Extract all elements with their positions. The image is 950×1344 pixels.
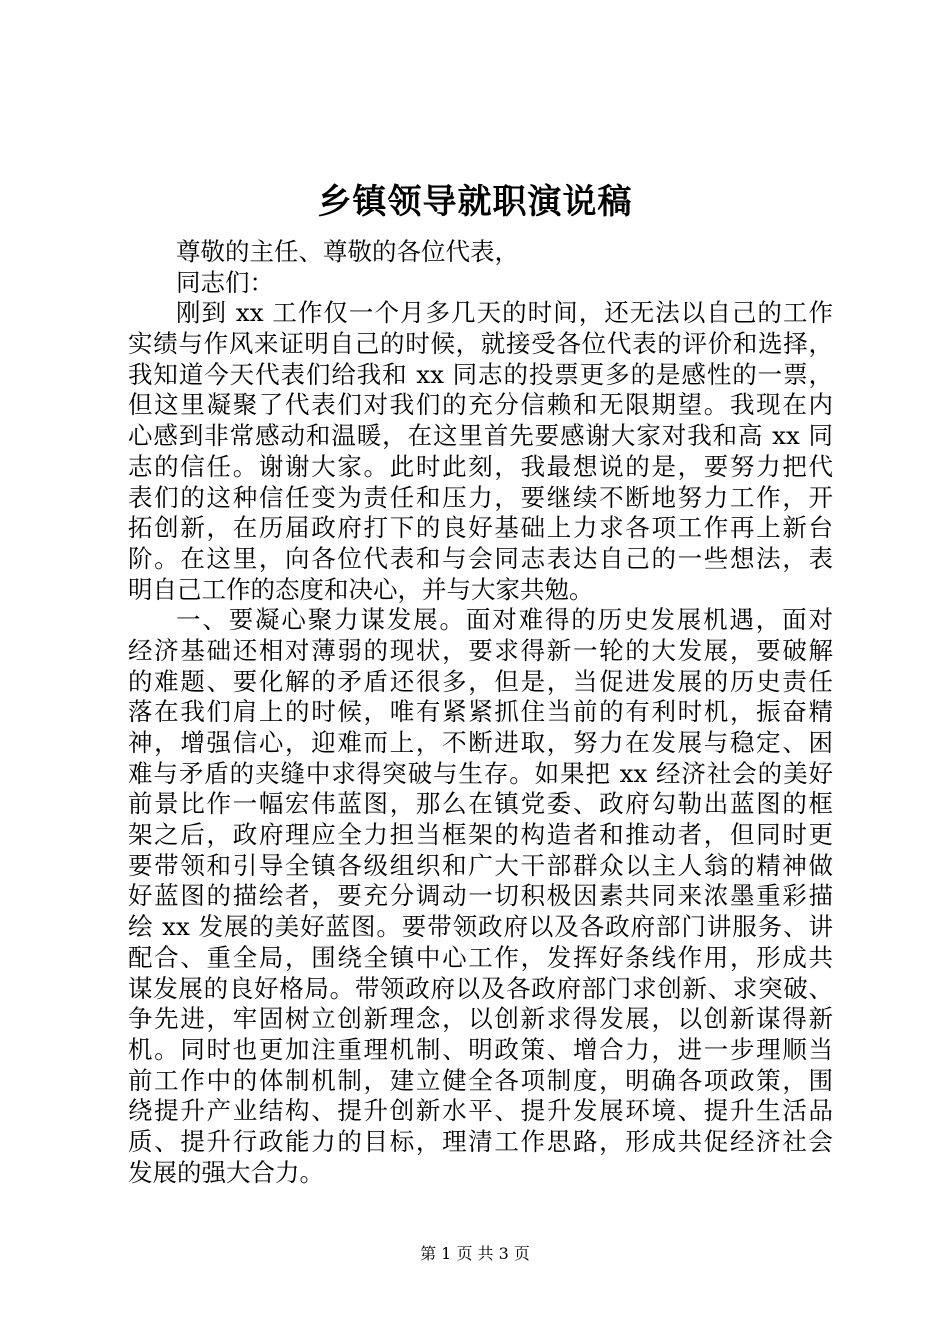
body-line: 拓创新，在历届政府打下的良好基础上力求各项工作再上新台 [128,513,833,543]
body-line: 经济基础还相对薄弱的现状，要求得新一轮的大发展，要破解 [128,635,833,665]
body-line: 明自己工作的态度和决心，并与大家共勉。 [128,574,594,604]
body-line: 架之后，政府理应全力担当框架的构造者和推动者，但同时更 [128,820,833,850]
body-line: 配合、重全局，围绕全镇中心工作，发挥好条线作用，形成共 [128,942,833,972]
body-line: 质、提升行政能力的目标，理清工作思路，形成共促经济社会 [128,1126,833,1156]
body-line: 我知道今天代表们给我和 xx 同志的投票更多的是感性的一票， [128,359,833,389]
body-line: 难与矛盾的夹缝中求得突破与生存。如果把 xx 经济社会的美好 [128,758,833,788]
body-line: 心感到非常感动和温暖，在这里首先要感谢大家对我和高 xx 同 [128,421,833,451]
body-line: 阶。在这里，向各位代表和与会同志表达自己的一些想法，表 [128,543,833,573]
body-line: 神，增强信心，迎难而上，不断进取，努力在发展与稳定、困 [128,728,833,757]
body-line: 发展的强大合力。 [128,1157,324,1187]
body-line: 谋发展的良好格局。带领政府以及各政府部门求创新、求突破、 [128,973,833,1003]
body-line: 落在我们肩上的时候，唯有紧紧抓住当前的有利时机，振奋精 [128,697,833,727]
document-body [128,237,833,1188]
body-line: 机。同时也更加注重理机制、明政策、增合力，进一步理顺当 [128,1034,833,1064]
document-title: 乡镇领导就职演说稿 [317,182,633,222]
body-line: 表们的这种信任变为责任和压力，要继续不断地努力工作，开 [128,482,833,512]
body-line: 志的信任。谢谢大家。此时此刻，我最想说的是，要努力把代 [128,451,833,481]
body-line: 的难题、要化解的矛盾还很多，但是，当促进发展的历史责任 [128,666,833,696]
body-line: 争先进，牢固树立创新理念，以创新求得发展，以创新谋得新 [128,1004,833,1034]
body-line: 实绩与作风来证明自己的时候，就接受各位代表的评价和选择， [128,329,833,359]
body-line: 同志们： [176,267,274,297]
body-line: 刚到 xx 工作仅一个月多几天的时间，还无法以自己的工作 [176,298,833,328]
body-line: 绕提升产业结构、提升创新水平、提升发展环境、提升生活品 [128,1096,833,1126]
body-line: 绘 xx 发展的美好蓝图。要带领政府以及各政府部门讲服务、讲 [128,912,833,942]
body-line: 前工作中的体制机制，建立健全各项制度，明确各项政策，围 [128,1065,833,1095]
body-line: 要带领和引导全镇各级组织和广大干部群众以主人翁的精神做 [128,850,833,880]
body-line: 尊敬的主任、尊敬的各位代表， [176,237,519,266]
body-line: 前景比作一幅宏伟蓝图，那么在镇党委、政府勾勒出蓝图的框 [128,789,833,819]
body-line: 一、要凝心聚力谋发展。面对难得的历史发展机遇，面对 [176,605,833,635]
body-line: 但这里凝聚了代表们对我们的充分信赖和无限期望。我现在内 [128,390,833,420]
body-line: 好蓝图的描绘者，要充分调动一切积极因素共同来浓墨重彩描 [128,881,833,911]
page-footer: 第 1 页 共 3 页 [420,1244,530,1263]
